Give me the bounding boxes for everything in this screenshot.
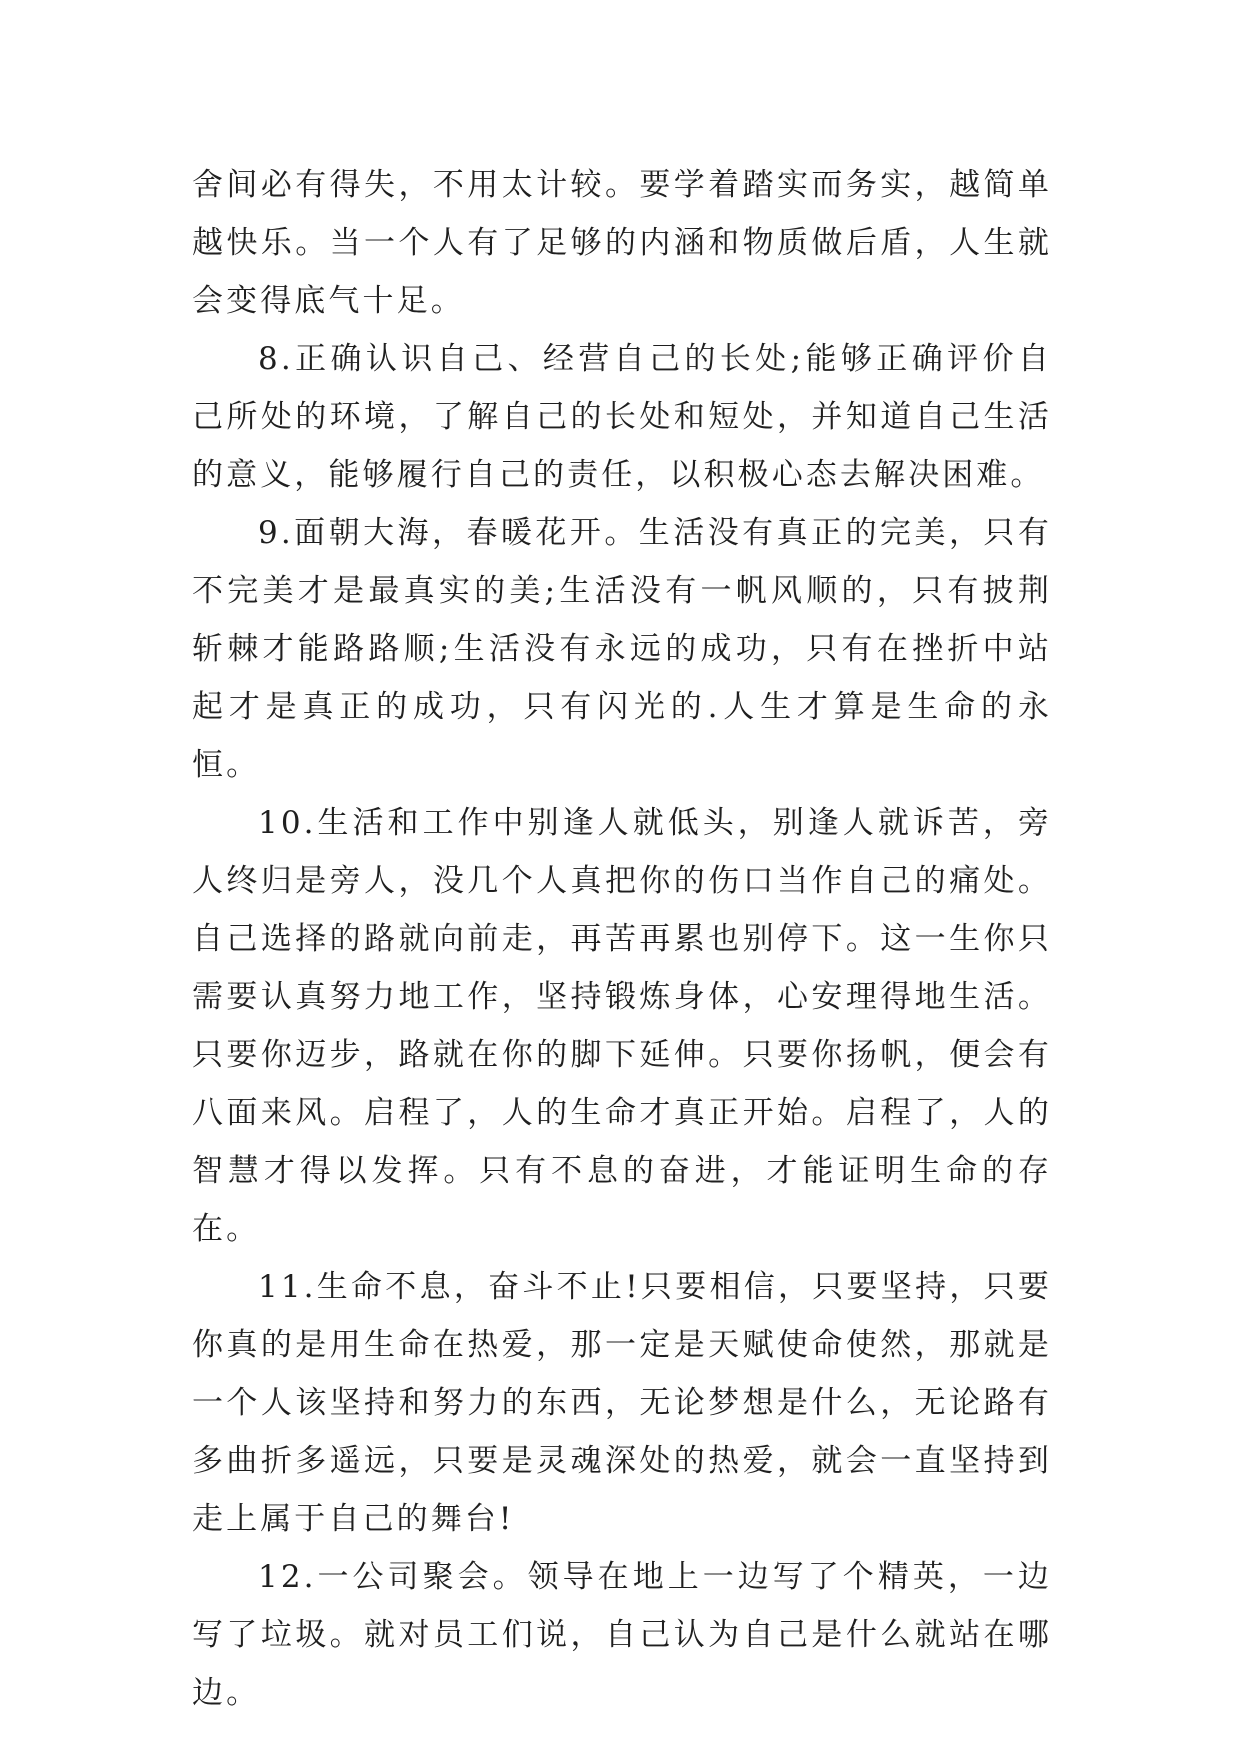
paragraph-item-11: 11.生命不息，奋斗不止!只要相信，只要坚持，只要你真的是用生命在热爱，那一定是天赋使命使然，那就是一个人该坚持和努力的东西，无论梦想是什么，无论路有多曲折多遥远，只要是灵魂深处的热爱，就会一直坚持到走上属于自己的舞台! xyxy=(192,1269,1052,1537)
paragraph-item-9: 9.面朝大海，春暖花开。生活没有真正的完美，只有不完美才是最真实的美;生活没有一帆风顺的，只有披荆斩棘才能路路顺;生活没有永远的成功，只有在挫折中站起才是真正的成功，只有闪光的.人生才算是生命的永恒。 xyxy=(192,515,1052,783)
paragraph-continuation: 舍间必有得失，不用太计较。要学着踏实而务实，越简单越快乐。当一个人有了足够的内涵和物质做后盾，人生就会变得底气十足。 xyxy=(192,167,1052,319)
document-body xyxy=(192,156,1052,1722)
paragraph-item-8: 8.正确认识自己、经营自己的长处;能够正确评价自己所处的环境，了解自己的长处和短处，并知道自己生活的意义，能够履行自己的责任，以积极心态去解决困难。 xyxy=(192,341,1052,493)
paragraph-item-12: 12.一公司聚会。领导在地上一边写了个精英，一边写了垃圾。就对员工们说，自己认为自己是什么就站在哪边。 xyxy=(192,1559,1052,1711)
paragraph-item-10: 10.生活和工作中别逢人就低头，别逢人就诉苦，旁人终归是旁人，没几个人真把你的伤口当作自己的痛处。自己选择的路就向前走，再苦再累也别停下。这一生你只需要认真努力地工作，坚持锻炼身体，心安理得地生活。只要你迈步，路就在你的脚下延伸。只要你扬帆，便会有八面来风。启程了，人的生命才真正开始。启程了，人的智慧才得以发挥。只有不息的奋进，才能证明生命的存在。 xyxy=(192,805,1052,1247)
